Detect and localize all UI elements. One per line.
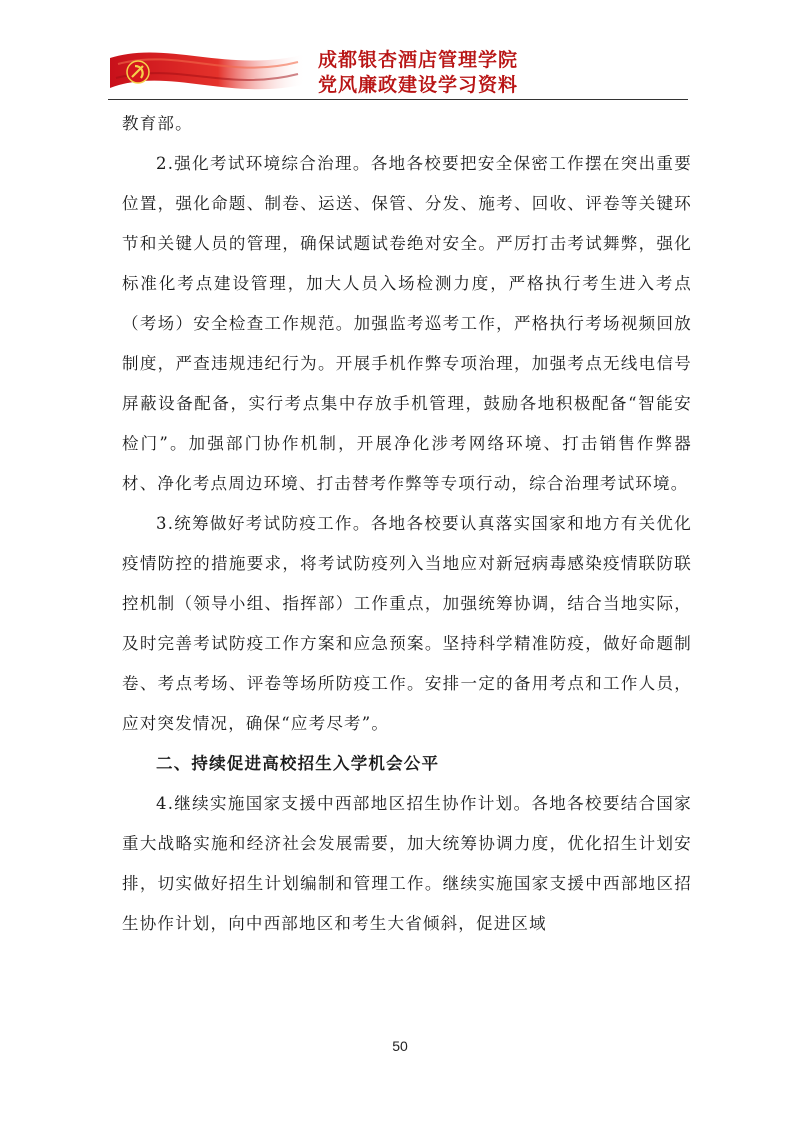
party-emblem-logo <box>108 44 308 100</box>
header-title-line1: 成都银杏酒店管理学院 <box>318 49 519 71</box>
section-heading: 二、持续促进高校招生入学机会公平 <box>156 754 440 773</box>
paragraph-2: 2.强化考试环境综合治理。各地各校要把安全保密工作摆在突出重要位置，强化命题、制卷、运送、保管、分发、施考、回收、评卷等关键环节和关键人员的管理，确保试题试卷绝对安全。严厉打击考试舞弊，强化标准化考点建设管理，加大人员入场检测力度，严格执行考生进入考点（考场）安全检查工作规范。加强监考巡考工作，严格执行考场视频回放制度，严查违规违纪行为。开展手机作弊专项治理，加强考点无线电信号屏蔽设备配备，实行考点集中存放手机管理，鼓励各地积极配备“智能安检门”。加强部门协作机制，开展净化涉考网络环境、打击销售作弊器材、净化考点周边环境、打击替考作弊等专项行动，综合治理考试环境。 <box>122 154 692 493</box>
header-title-line2: 党风廉政建设学习资料 <box>318 74 519 96</box>
paragraph-4: 4.继续实施国家支援中西部地区招生协作计划。各地各校要结合国家重大战略实施和经济社会发展需要，加大统筹协调力度，优化招生计划安排，切实做好招生计划编制和管理工作。继续实施国家支援中西部地区招生协作计划，向中西部地区和考生大省倾斜，促进区域 <box>122 794 692 933</box>
paragraph-3: 3.统筹做好考试防疫工作。各地各校要认真落实国家和地方有关优化疫情防控的措施要求，将考试防疫列入当地应对新冠病毒感染疫情联防联控机制（领导小组、指挥部）工作重点，加强统筹协调，结合当地实际，及时完善考试防疫工作方案和应急预案。坚持科学精准防疫，做好命题制卷、考点考场、评卷等场所防疫工作。安排一定的备用考点和工作人员，应对突发情况，确保“应考尽考”。 <box>122 514 692 733</box>
continuation-text: 教育部。 <box>122 114 193 133</box>
document-body <box>122 104 692 944</box>
header-divider <box>108 99 688 100</box>
page-header <box>0 0 800 104</box>
page-number: 50 <box>392 1038 408 1054</box>
